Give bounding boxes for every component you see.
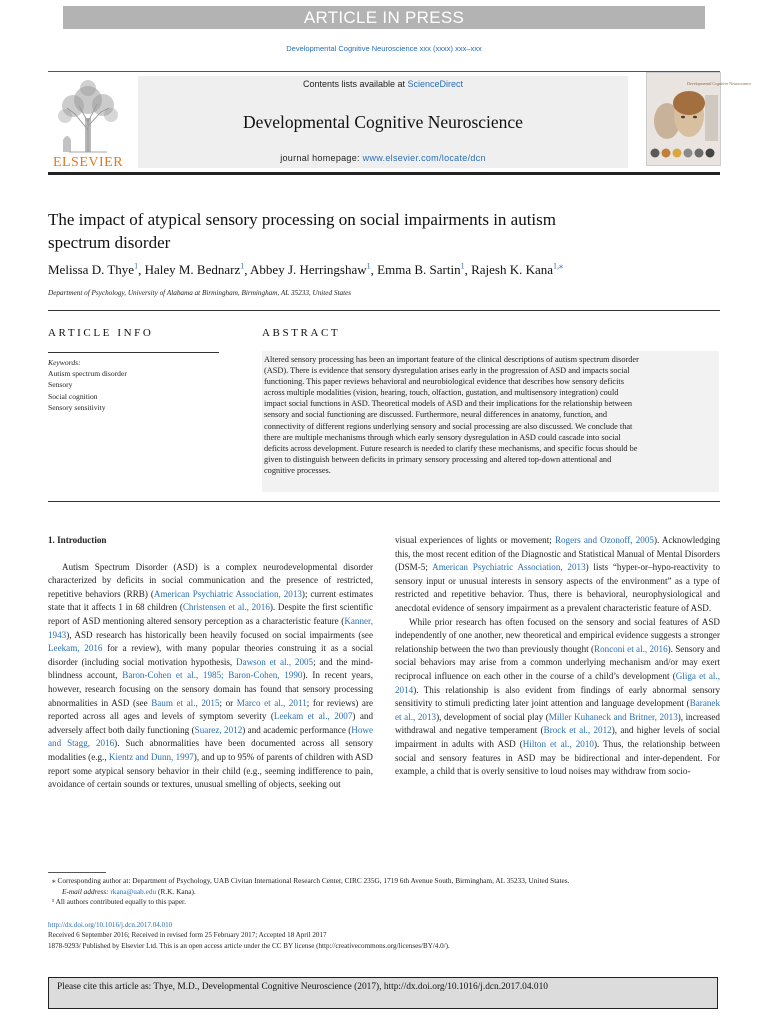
journal-homepage [138,153,628,163]
affiliation: Department of Psychology, University of Alabama at Birmingham, Birmingham, AL 35233, United States [48,289,352,297]
body-paragraph: While prior research has often focused on the sensory and social features of ASD independently of one another, new theoretical and empirical evidence suggests a stronger relationship between the two than previously thought (Ronconi et al., 2016). Sensory and social behaviors may arise from a common underlying mechanism and/or may exert reciprocal influence on each other in the course of a child’s development (Gliga et al., 2014). This relationship is also evident from findings of early abnormal sensory sensitivity to stimuli predicting later joint attention and language development (Baranek et al., 2013), development of social play (Miller Kuhaneck and Britner, 2013), increased withdrawal and negative temperament (Brock et al., 2012), and higher levels of social impairment in adults with ASD (Hilton et al., 2010). Thus, the relationship between social and sensory features in ASD may be bidirectional and inter-dependent. For example, a child that is overly sensitive to loud noises may withdraw from socio- [395,616,720,777]
footnotes [52,876,722,908]
footnote-divider [48,872,106,873]
journal-header-box [138,76,628,168]
article-title [48,208,708,254]
article-info-heading: ARTICLE INFO [48,327,154,339]
author-affiliation-marker[interactable]: 1,⁎ [553,262,564,271]
body-column-left [48,534,373,792]
abstract-line: deficits across development. Future research is needed to clarify these mechanisms, and specific focus should be [264,443,638,453]
corresponding-author-note: ⁎ Corresponding author at: Department of Psychology, UAB Civitan International Research Center, CIRC 235G, 1719 6th Avenue South, Birmingham, AL 35233, United States. [52,876,570,885]
divider [48,352,219,353]
citation-link[interactable]: Baranek et al., 2013 [395,698,720,722]
citation-link[interactable]: Leekam et al., 2007 [273,711,353,722]
abstract-line: (ASD). There is evidence that sensory dysregulation arises early in the progression of ASD and impacts social [264,366,630,376]
equal-contribution-note: ¹ All authors contributed equally to this paper. [52,897,186,907]
keywords-block [48,357,223,413]
homepage-link[interactable]: www.elsevier.com/locate/dcn [362,153,486,163]
author-name: Haley M. Bednarz [144,262,241,278]
journal-reference-link[interactable]: Developmental Cognitive Neuroscience xxx (xxxx) xxx–xxx [286,44,482,53]
elsevier-wordmark: ELSEVIER [52,155,124,170]
author[interactable] [48,262,138,277]
body-paragraph: visual experiences of lights or movement; Rogers and Ozonoff, 2005). Acknowledging this, the most recent edition of the Diagnostic and Statistical Manual of Mental Disorders (DSM-5; American Psychiatric Association, 2013) lists “hyper-or–hypo-reactivity to sensory input or unusual interests in sensory aspects of the environment” as a type of restricted and repetitive behavior. Thus, there is behavioral, neurophysiological and anecdotal evidence of sensory impairment as a prevalent characteristic feature of ASD. [395,535,720,613]
author[interactable] [471,262,563,277]
abstract-line: cognitive processes. [264,465,331,475]
author-name: Melissa D. Thye [48,262,135,278]
divider [48,310,720,311]
abstract-line: across multiple modalities (vision, hearing, touch, olfaction, gustation, and multisensory integration) could [264,388,619,398]
citation-link[interactable]: Brock et al., 2012 [543,725,612,736]
abstract-line: Altered sensory processing has been an important feature of the clinical descriptions of autism spectrum disorder [264,355,639,364]
cover-title: Developmental Cognitive Neuroscience [687,81,751,86]
elsevier-tree-logo [49,78,127,170]
citation-link[interactable]: Rogers and Ozonoff, 2005 [554,535,654,545]
author-name: Abbey J. Herringshaw [250,262,367,278]
article-title-line: spectrum disorder [48,233,171,252]
author-affiliation-marker[interactable]: 1 [366,262,371,271]
keyword: Social cognition [48,391,98,401]
article-in-press-banner: ARTICLE IN PRESS [63,6,705,29]
sciencedirect-link[interactable]: ScienceDirect [407,79,464,89]
citation-link[interactable]: Kanner, 1943 [48,615,373,640]
citation-link[interactable]: Suarez, 2012 [194,724,243,735]
body-column-right [395,534,720,779]
citation-link[interactable]: Kientz and Dunn, 1997 [108,751,194,762]
email-note: E-mail address: rkana@uab.edu (R.K. Kana). [62,886,196,896]
email-link[interactable]: rkana@uab.edu [110,886,157,896]
contents-label: Contents lists available at [302,79,408,89]
citation-link[interactable]: Baum et al., 2015 [151,697,220,708]
keyword: Autism spectrum disorder [48,369,127,379]
citation-link[interactable]: Marco et al., 2011 [236,697,307,708]
citation-link[interactable]: Miller Kuhaneck and Britner, 2013 [548,711,678,722]
body-paragraph: Autism Spectrum Disorder (ASD) is a complex neurodevelopmental disorder characterized by deficits in social communication and the presence of restricted, repetitive behaviors (RRB) (American Psychiatric Association, 2013); current estimates state that it affects 1 in 68 children (Christensen et al., 2016). Despite the first scientific report of ASD mentioning altered sensory perception as a characteristic feature (Kanner, 1943), ASD research has historically been heavily focused on social impairments (see Leekam, 2016 for a review), with many popular theories construing it as a social disorder (including social motivation hypothesis, Dawson et al., 2005; and the mind-blindness account, Baron-Cohen et al., 1985; Baron-Cohen, 1990). In recent years, however, research focusing on the sensory domain has found that sensory processing abnormalities in ASD (see Baum et al., 2015; or Marco et al., 2011; for reviews) are reported across all ages and levels of symptom severity (Leekam et al., 2007) and adversely affect both daily functioning (Suarez, 2012) and academic performance (Howe and Stagg, 2016). Such abnormalities have been documented across all sensory modalities (e.g., Kientz and Dunn, 1997), and up to 95% of parents of children with ASD report some atypical sensory behavior in their child (e.g., seeming indifference to pain, avoidance of certain sounds or textures, unusual smelling of objects, seeking out [48,561,374,790]
author[interactable] [377,262,464,277]
keyword: Sensory sensitivity [48,402,106,412]
citation-link[interactable]: Christensen et al., 2016 [182,602,270,613]
keyword: Sensory [48,380,73,390]
publication-info [48,920,728,951]
contents-availability [138,79,628,89]
citation-link[interactable]: Leekam, 2016 [48,643,103,654]
citation-link[interactable]: American Psychiatric Association, 2013 [432,562,586,573]
citation-link[interactable]: Baron-Cohen et al., 1985; Baron-Cohen, 1990 [122,670,303,681]
citation-link[interactable]: Hilton et al., 2010 [522,738,594,749]
abstract-line: there are multiple mechanisms through which early sensory dysregulation in ASD could cascade into social [264,432,621,442]
author[interactable] [145,262,245,277]
abstract-line: functioning. This paper reviews behavioral and neurobiological evidence that describes how sensory deficits [264,377,624,387]
keywords-label: Keywords: [48,358,81,367]
journal-masthead [48,71,751,175]
abstract-line: given to distinguish between deficits in primary sensory processing and altered top-down attentional and [264,454,612,464]
author[interactable] [250,262,371,277]
author-affiliation-marker[interactable]: 1 [460,262,465,271]
abstract-line: connectivity of different regions underlying sensory and social processing are also discussed. We conclude that [264,421,633,431]
article-title-line: The impact of atypical sensory processing on social impairments in autism [48,210,556,229]
homepage-label: journal homepage: [280,153,363,163]
abstract-text [262,351,719,492]
journal-cover-thumbnail[interactable] [646,72,751,166]
license-note: 1878-9293/ Published by Elsevier Ltd. This is an open access article under the CC BY license (http://creativecommons.org/licenses/BY/4.0/). [48,941,450,950]
author-name: Rajesh K. Kana [471,262,554,278]
abstract-line: impact social functions in ASD. Theoretical models of ASD and their implications for the relationship between [264,399,633,409]
citation-link[interactable]: Dawson et al., 2005 [236,656,314,667]
abstract-heading: ABSTRACT [262,327,341,339]
author-list: Melissa D. Thye$^1$, Haley M. Bednarz$^1$, Abbey J. Herringshaw$^1$, Emma B. Sartin$^1$, Rajesh K. Kana$^{1,⁎}$ [48,262,564,278]
divider [48,501,720,502]
abstract-line: sensory and social functioning are discussed. Furthermore, neural differences in anatomy, function, and [264,410,608,420]
citation-link[interactable]: Howe and Stagg, 2016 [48,724,373,749]
author-affiliation-marker[interactable]: 1 [240,262,245,271]
author-name: Emma B. Sartin [377,262,461,278]
received-dates: Received 6 September 2016; Received in revised form 25 February 2017; Accepted 18 April 2017 [48,931,327,940]
citation-link[interactable]: American Psychiatric Association, 2013 [153,588,302,599]
citation-link[interactable]: Ronconi et al., 2016 [594,643,668,654]
author-affiliation-marker[interactable]: 1 [134,262,139,271]
doi-link[interactable]: http://dx.doi.org/10.1016/j.dcn.2017.04.010 [48,921,173,929]
section-heading: 1. Introduction [48,535,107,545]
citation-link[interactable]: Gliga et al., 2014 [395,670,720,695]
cite-this-article-box: Please cite this article as: Thye, M.D., Developmental Cognitive Neuroscience (2017), http://dx.doi.org/10.1016/j.dcn.2017.04.010 [48,977,718,1009]
journal-title: Developmental Cognitive Neuroscience [243,112,523,132]
